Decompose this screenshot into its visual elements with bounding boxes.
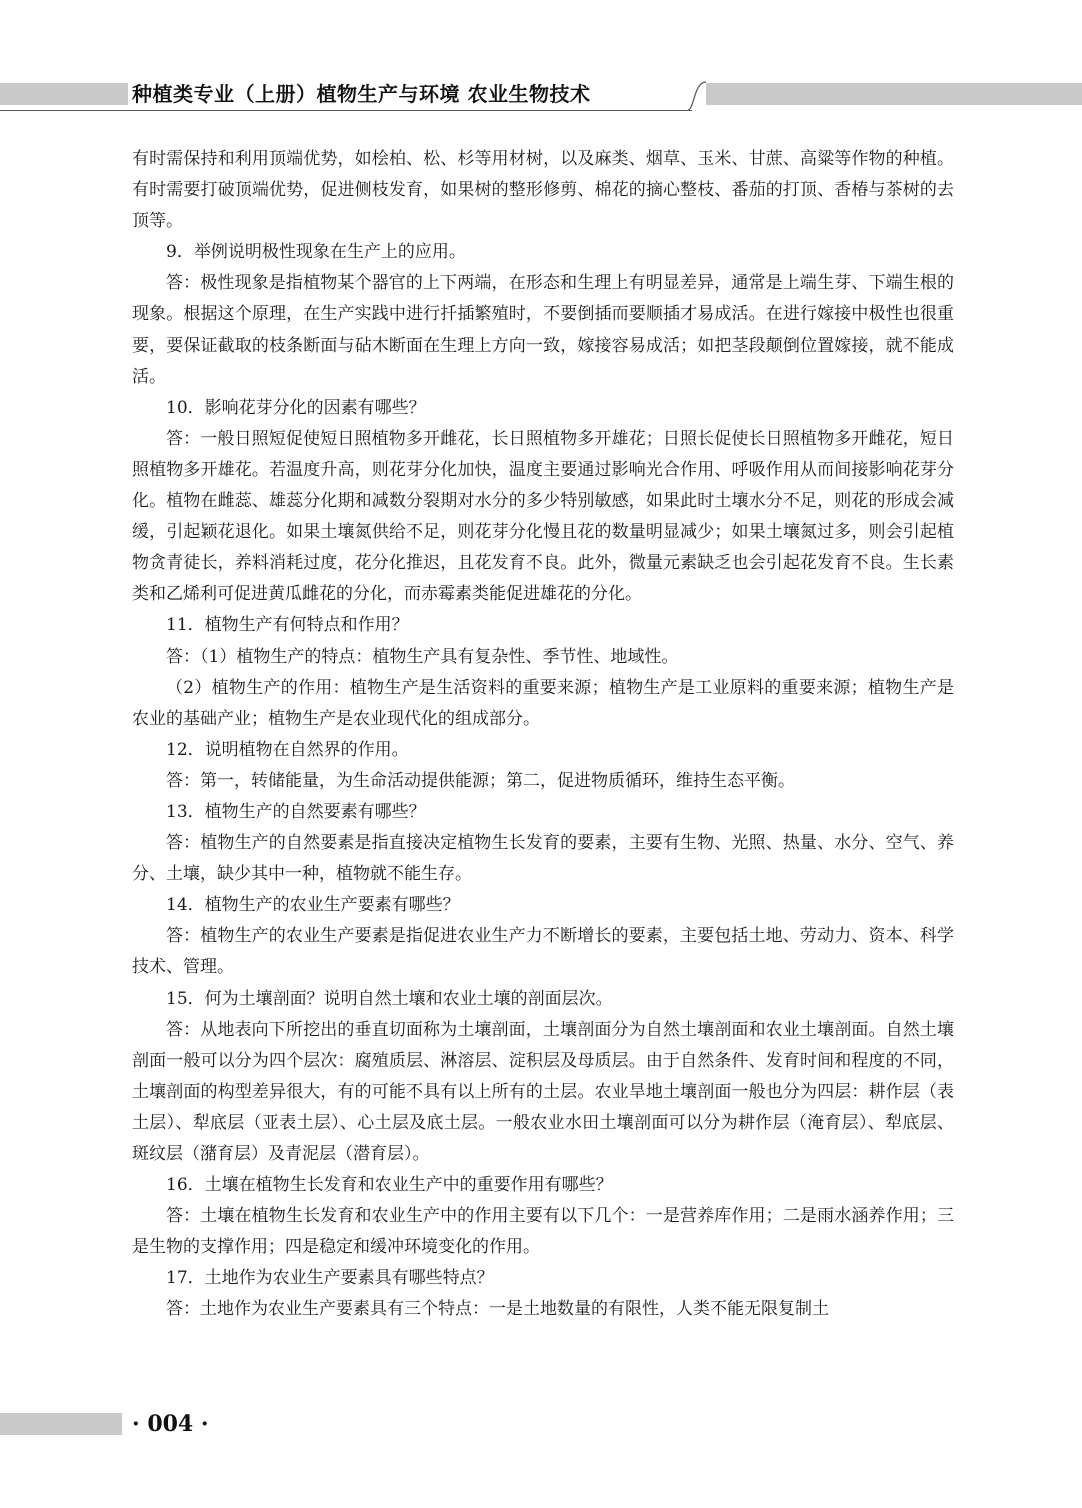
running-header-title: 种植类专业（上册）植物生产与环境 农业生物技术 xyxy=(132,82,591,106)
question: 16．土壤在植物生长发育和农业生产中的重要作用有哪些？ xyxy=(166,1175,613,1196)
answer: 答：（1）植物生产的特点：植物生产具有复杂性、季节性、地域性。 xyxy=(166,646,679,667)
question: 12．说明植物在自然界的作用。 xyxy=(166,739,409,760)
page-number: · 004 · xyxy=(132,1411,209,1437)
answer: 答：一般日照短促使短日照植物多开雌花，长日照植物多开雄花；日照长促使长日照植物多开雌花，短日照植物多开雄花。若温度升高，则花芽分化加快，温度主要通过影响光合作用、呼吸作用从而间接影响花芽分化。植物在雌蕊、雄蕊分化期和减数分裂期对水分的多少特别敏感，如果此时土壤水分不足，则花的形成会减缓，引起颖花退化。如果土壤氮供给不足，则花芽分化慢且花的数量明显减少；如果土壤氮过多，则会引起植物贪青徒长，养料消耗过度，花分化推迟，且花发育不良。此外，微量元素缺乏也会引起花发育不良。生长素类和乙烯利可促进黄瓜雌花的分化，而赤霉素类能促进雄花的分化。 xyxy=(132,428,954,605)
paragraph: 有时需保持和利用顶端优势，如桧柏、松、杉等用材树，以及麻类、烟草、玉米、甘蔗、高粱等作物的种植。有时需要打破顶端优势，促进侧枝发育，如果树的整形修剪、棉花的摘心整枝、番茄的打顶、香椿与茶树的去顶等。 xyxy=(132,149,954,232)
header-bar-left xyxy=(0,83,128,105)
answer: 答：土壤在植物生长发育和农业生产中的作用主要有以下几个：一是营养库作用；二是雨水涵养作用；三是生物的支撑作用；四是稳定和缓冲环境变化的作用。 xyxy=(132,1206,954,1258)
body-text xyxy=(132,144,954,1326)
question: 14．植物生产的农业生产要素有哪些？ xyxy=(166,895,460,916)
answer: 答：土地作为农业生产要素具有三个特点：一是土地数量的有限性，人类不能无限复制土 xyxy=(166,1299,829,1320)
question: 15．何为土壤剖面？说明自然土壤和农业土壤的剖面层次。 xyxy=(166,988,613,1009)
footer-bar xyxy=(0,1413,122,1435)
answer: 答：从地表向下所挖出的垂直切面称为土壤剖面，土壤剖面分为自然土壤剖面和农业土壤剖面。自然土壤剖面一般可以分为四个层次：腐殖质层、淋溶层、淀积层及母质层。由于自然条件、发育时间和程度的不同，土壤剖面的构型差异很大，有的可能不具有以上所有的土层。农业旱地土壤剖面一般也分为四层：耕作层（表土层）、犁底层（亚表土层）、心土层及底土层。一般农业水田土壤剖面可以分为耕作层（淹育层）、犁底层、斑纹层（潴育层）及青泥层（潜育层）。 xyxy=(132,1019,954,1164)
answer: （2）植物生产的作用：植物生产是生活资料的重要来源；植物生产是工业原料的重要来源；植物生产是农业的基础产业；植物生产是农业现代化的组成部分。 xyxy=(132,677,954,729)
answer: 答：植物生产的自然要素是指直接决定植物生长发育的要素，主要有生物、光照、热量、水分、空气、养分、土壤，缺少其中一种，植物就不能生存。 xyxy=(132,833,954,885)
header-rule xyxy=(0,110,692,111)
answer: 答：第一，转储能量，为生命活动提供能源；第二，促进物质循环，维持生态平衡。 xyxy=(166,770,795,791)
question: 10．影响花芽分化的因素有哪些？ xyxy=(166,397,426,418)
question: 11．植物生产有何特点和作用？ xyxy=(166,615,409,636)
answer: 答：植物生产的农业生产要素是指促进农业生产力不断增长的要素，主要包括土地、劳动力、资本、科学技术、管理。 xyxy=(132,926,954,978)
question: 17．土地作为农业生产要素具有哪些特点？ xyxy=(166,1268,494,1289)
header-bar-right xyxy=(706,83,1082,105)
question: 9．举例说明极性现象在生产上的应用。 xyxy=(166,242,466,263)
answer: 答：极性现象是指植物某个器官的上下两端，在形态和生理上有明显差异，通常是上端生芽、下端生根的现象。根据这个原理，在生产实践中进行扦插繁殖时，不要倒插而要顺插才易成活。在进行嫁接中极性也很重要，要保证截取的枝条断面与砧木断面在生理上方向一致，嫁接容易成活；如把茎段颠倒位置嫁接，就不能成活。 xyxy=(132,273,954,387)
question: 13．植物生产的自然要素有哪些？ xyxy=(166,801,426,822)
